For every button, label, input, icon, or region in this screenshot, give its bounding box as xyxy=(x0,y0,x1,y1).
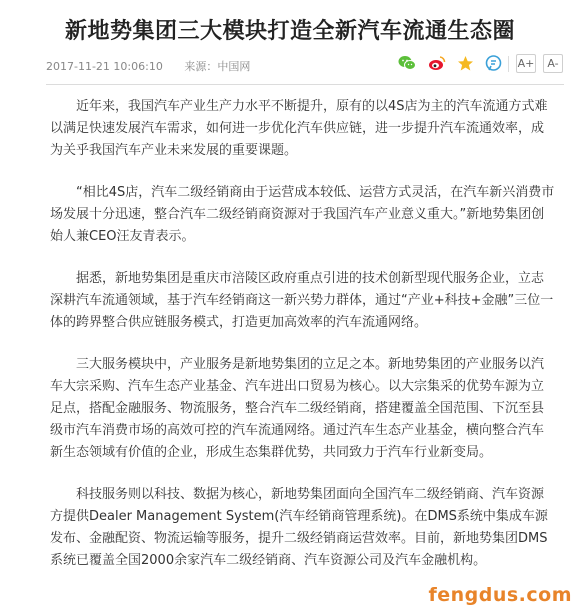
site-watermark: fengdus.com xyxy=(428,584,572,606)
weibo-share-button[interactable] xyxy=(428,54,446,72)
article-title: 新地势集团三大模块打造全新汽车流通生态圈 xyxy=(64,19,515,44)
wechat-icon xyxy=(398,55,416,71)
wechat-share-button[interactable] xyxy=(398,54,416,72)
article-paragraph: “相比4S店，汽车二级经销商由于运营成本较低、运营方式灵活，在汽车新兴消费市场发展十分迅速，整合汽车二级经销商资源对于我国汽车产业意义重大。”新地势集团创始人兼CEO汪友青表示。 xyxy=(50,185,555,244)
article-source: 来源：中国网 xyxy=(184,60,251,73)
article-paragraph: 科技服务则以科技、数据为核心，新地势集团面向全国汽车二级经销商、汽车资源方提供Dealer Management System(汽车经销商管理系统)。在DMS系统中集成车源发布、金融配资、物流运输等服务，提升二级经销商运营效率。目前，新地势集团DMS系统已覆盖全国2000余家汽车二级经销商、汽车资源公司及汽车金融机构。 xyxy=(50,487,548,568)
article-paragraph: 近年来，我国汽车产业生产力水平不断提升，原有的以4S店为主的汽车流通方式难以满足快速发展汽车需求，如何进一步优化汽车供应链，进一步提升汽车流通效率，成为关乎我国汽车产业未来发展的重要课题。 xyxy=(50,99,548,158)
comment-button[interactable] xyxy=(484,54,502,72)
article-paragraph: 据悉，新地势集团是重庆市涪陵区政府重点引进的技术创新型现代服务企业，立志深耕汽车流通领域，基于汽车经销商这一新兴势力群体，通过“产业+科技+金融”三位一体的跨界整合供应链服务模式，打造更加高效率的汽车流通网络。 xyxy=(50,271,554,330)
article-meta xyxy=(46,58,250,74)
star-icon xyxy=(457,55,474,72)
comment-icon xyxy=(485,55,502,72)
article-body xyxy=(50,96,556,592)
favorite-button[interactable] xyxy=(456,54,474,72)
publish-datetime: 2017-11-21 10:06:10 xyxy=(46,60,163,73)
header-divider xyxy=(46,84,564,85)
weibo-icon xyxy=(428,55,446,71)
font-increase-button[interactable]: A+ xyxy=(516,54,536,73)
toolbar-divider xyxy=(508,56,509,72)
font-decrease-button[interactable]: A- xyxy=(543,54,563,73)
article-paragraph: 三大服务模块中，产业服务是新地势集团的立足之本。新地势集团的产业服务以汽车大宗采购、汽车生态产业基金、汽车进出口贸易为核心。以大宗集采的优势车源为立足点，搭配金融服务、物流服务，整合汽车二级经销商，搭建覆盖全国范围、下沉至县级市汽车消费市场的高效可控的汽车流通网络。通过汽车生态产业基金，横向整合汽车新生态领域有价值的企业，形成生态集群优势，共同致力于汽车行业新变局。 xyxy=(50,357,545,460)
